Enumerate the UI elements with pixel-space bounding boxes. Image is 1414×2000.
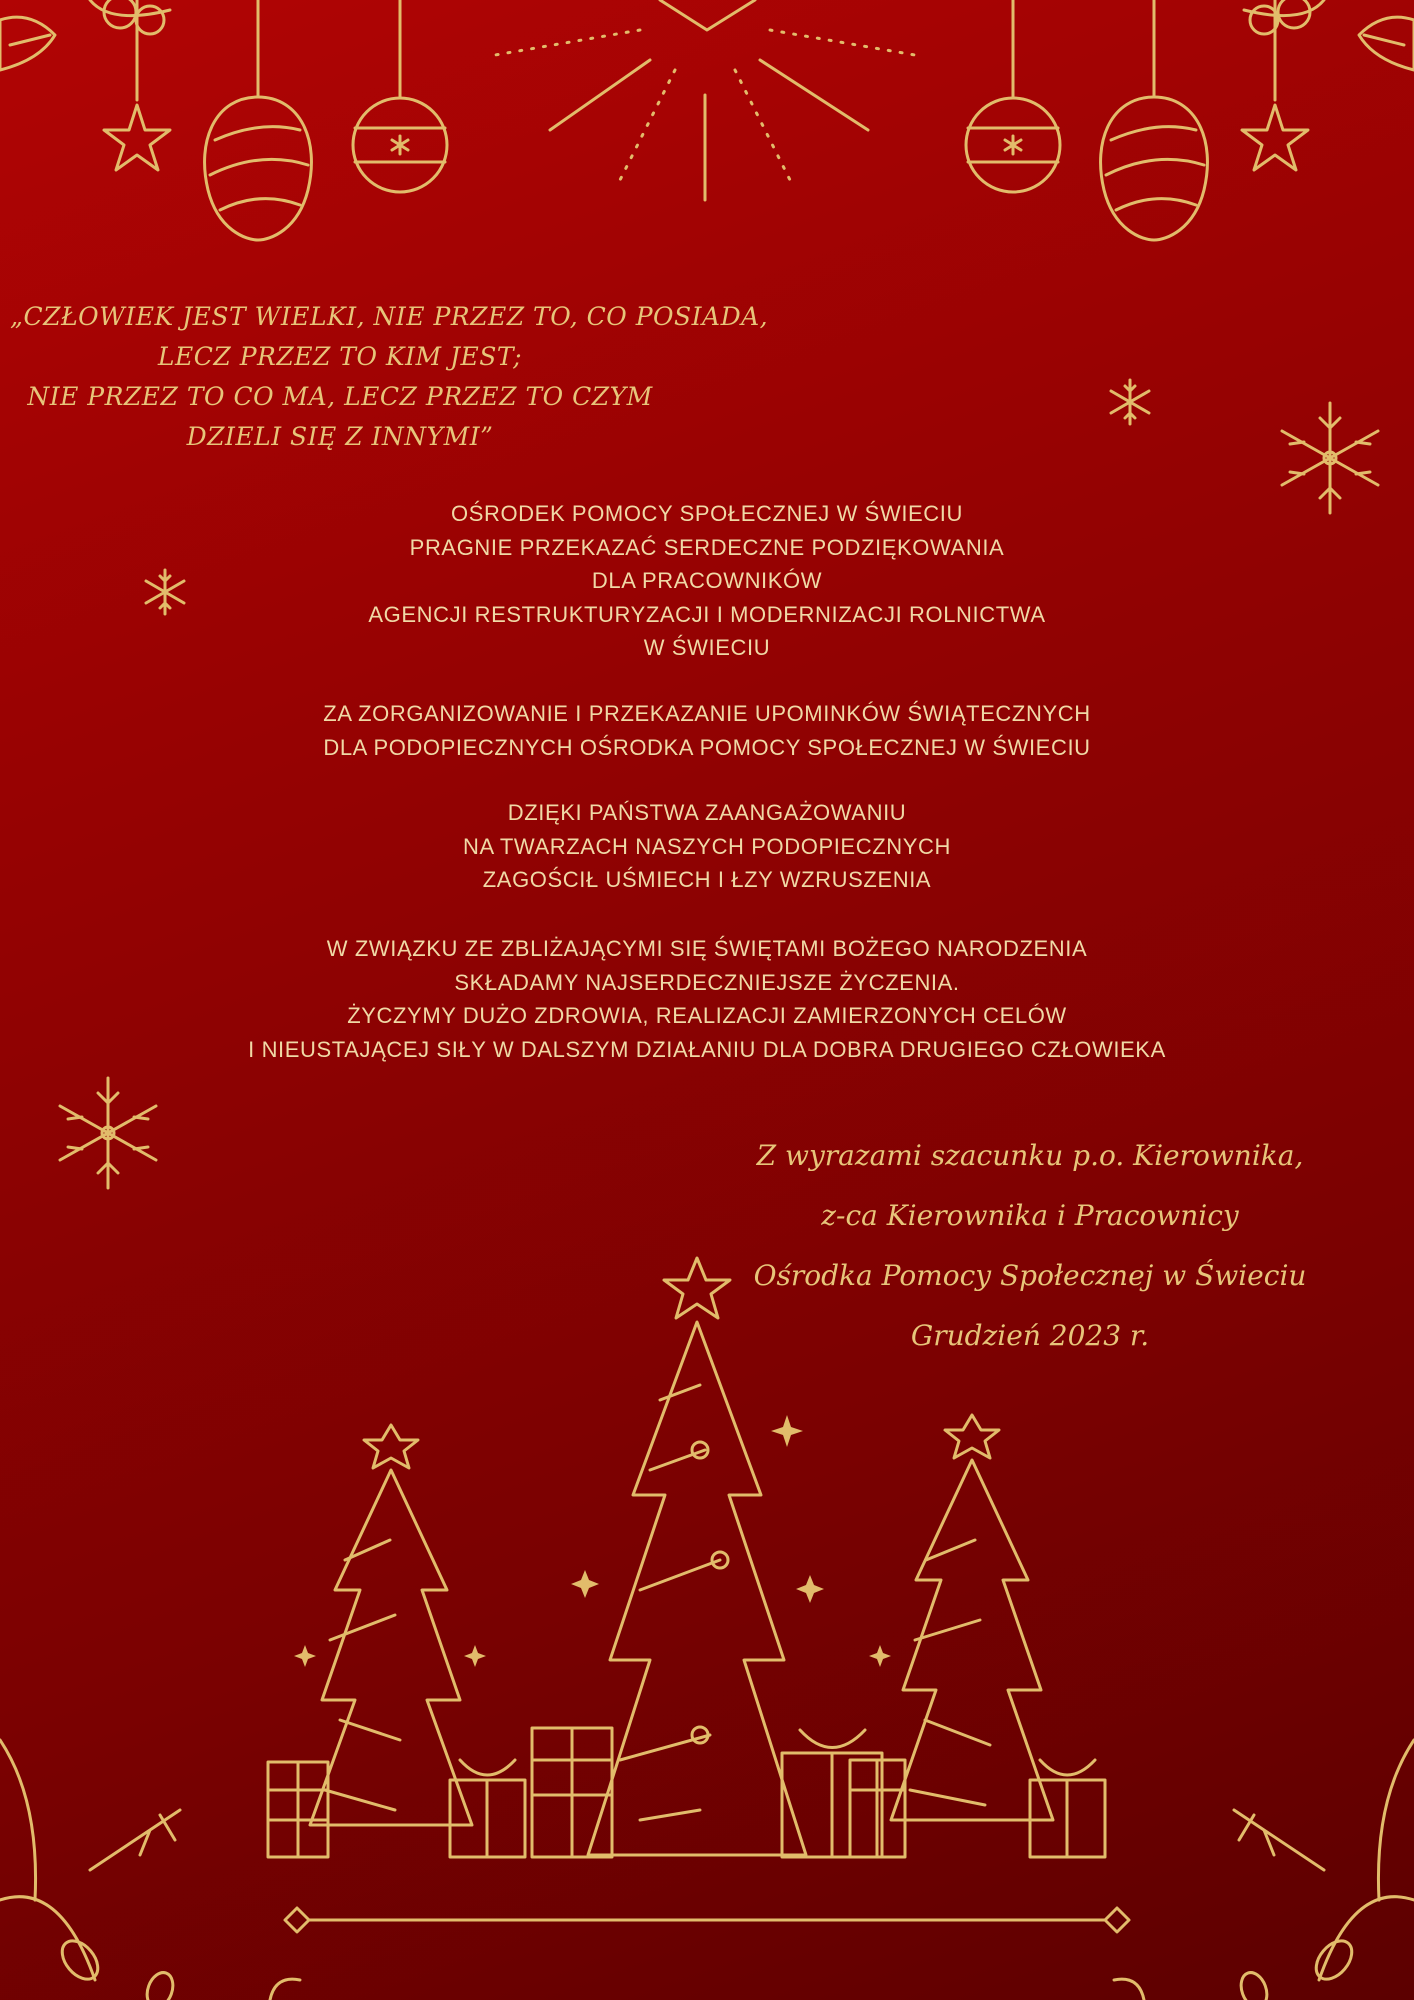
impact-paragraph [0, 796, 1414, 897]
quote-line: NIE PRZEZ TO CO MA, LECZ PRZEZ TO CZYM [27, 382, 653, 411]
text-line: W ZWIĄZKU ZE ZBLIŻAJĄCYMI SIĘ ŚWIĘTAMI BOŻEGO NARODZENIA [326, 936, 1088, 961]
christmas-tree-left-icon [310, 1425, 472, 1825]
hanging-bauble-drop-icon [205, 0, 312, 240]
holly-leaves-icon [0, 0, 170, 70]
gift-boxes-icon [268, 1728, 1105, 1857]
quote-line: DZIELI SIĘ Z INNYMI” [186, 422, 494, 451]
text-line: I NIEUSTAJĄCEJ SIŁY W DALSZYM DZIAŁANIU DLA DOBRA DRUGIEGO CZŁOWIEKA [248, 1036, 1166, 1062]
signature-line: Z wyrazami szacunku p.o. Kierownika, [756, 1139, 1304, 1172]
reason-paragraph [0, 697, 1414, 764]
snowflake-icon [60, 1078, 156, 1188]
holly-leaves-icon [1244, 0, 1414, 70]
foliage-corner-left-icon [0, 1740, 180, 2000]
text-line: ZAGOŚCIŁ UŚMIECH I ŁZY WZRUSZENIA [482, 867, 932, 892]
hanging-bauble-round-icon [353, 0, 447, 192]
text-line: OŚRODEK POMOCY SPOŁECZNEJ W ŚWIECIU [451, 501, 963, 526]
quote-line: LECZ PRZEZ TO KIM JEST; [157, 342, 523, 371]
text-line: DLA PRACOWNIKÓW [591, 568, 823, 593]
text-line: DLA PODOPIECZNYCH OŚRODKA POMOCY SPOŁECZNEJ W ŚWIECIU [323, 734, 1091, 760]
text-line: SKŁADAMY NAJSERDECZNIEJSZE ŻYCZENIA. [454, 969, 960, 995]
quote-line: „CZŁOWIEK JEST WIELKI, NIE PRZEZ TO, CO POSIADA, [10, 302, 769, 331]
hanging-bauble-round-icon [966, 0, 1060, 192]
text-line: PRAGNIE PRZEKAZAĆ SERDECZNE PODZIĘKOWANIA [409, 534, 1005, 560]
foliage-corner-right-icon [1234, 1740, 1414, 2000]
signature-block [700, 1126, 1360, 1366]
christmas-tree-right-icon [891, 1415, 1053, 1820]
thanks-paragraph [0, 497, 1414, 665]
sparkle-icon [294, 1415, 891, 1667]
signature-line: z-ca Kierownika i Pracownicy [821, 1199, 1239, 1232]
text-line: AGENCJI RESTRUKTURYZACJI I MODERNIZACJI ROLNICTWA [368, 601, 1046, 627]
text-line: ŻYCZYMY DUŻO ZDROWIA, REALIZACJI ZAMIERZONYCH CELÓW [347, 1003, 1067, 1028]
text-line: ZA ZORGANIZOWANIE I PRZEKAZANIE UPOMINKÓW ŚWIĄTECZNYCH [323, 701, 1091, 726]
snowflake-icon [1111, 380, 1149, 424]
star-burst-icon [495, 0, 915, 200]
text-line: DZIĘKI PAŃSTWA ZAANGAŻOWANIU [507, 800, 907, 825]
text-line: NA TWARZACH NASZYCH PODOPIECZNYCH [463, 833, 951, 859]
signature-date: Grudzień 2023 r. [910, 1319, 1150, 1352]
bottom-frame-ornament-icon [270, 1908, 1144, 2000]
wishes-paragraph [0, 932, 1414, 1066]
hanging-bauble-drop-icon [1101, 0, 1208, 240]
signature-line: Ośrodka Pomocy Społecznej w Świeciu [753, 1259, 1307, 1292]
text-line: W ŚWIECIU [643, 635, 771, 660]
quote-block [10, 297, 769, 457]
